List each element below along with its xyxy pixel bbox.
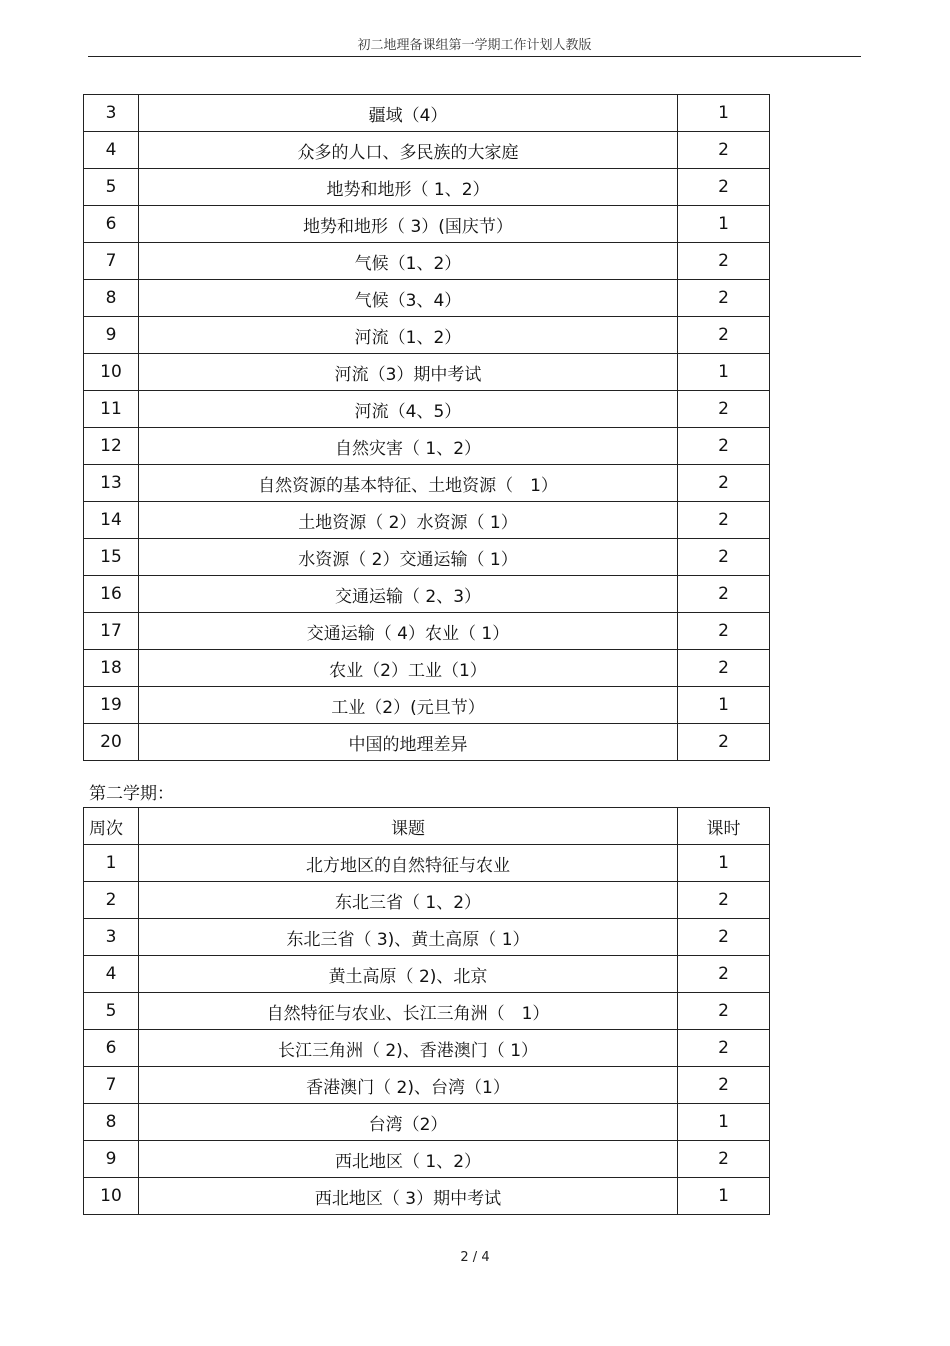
table-row [84,882,770,919]
week-cell: 3 [84,95,139,132]
week-cell: 10 [84,354,139,391]
table-row [84,1178,770,1215]
topic-cell: 河流（3）期中考试 [139,354,678,391]
table-row [84,502,770,539]
week-cell: 4 [84,956,139,993]
week-cell: 13 [84,465,139,502]
table-row [84,169,770,206]
week-cell: 7 [84,1067,139,1104]
table-row [84,243,770,280]
week-cell: 6 [84,206,139,243]
hours-cell: 2 [678,576,770,613]
table-row [84,206,770,243]
week-cell: 18 [84,650,139,687]
week-cell: 9 [84,317,139,354]
table-row [84,1030,770,1067]
topic-cell: 气候（1、2） [139,243,678,280]
topic-cell: 地势和地形（ 3）(国庆节） [139,206,678,243]
week-cell: 12 [84,428,139,465]
table-row [84,956,770,993]
header-topic: 课题 [139,808,678,845]
hours-cell: 1 [678,1104,770,1141]
week-cell: 8 [84,1104,139,1141]
week-cell: 16 [84,576,139,613]
hours-cell: 2 [678,317,770,354]
header-week: 周次 [84,808,139,845]
week-cell: 15 [84,539,139,576]
table-row [84,280,770,317]
topic-cell: 土地资源（ 2）水资源（ 1） [139,502,678,539]
hours-cell: 1 [678,845,770,882]
hours-cell: 2 [678,539,770,576]
week-cell: 3 [84,919,139,956]
header-hours: 课时 [678,808,770,845]
topic-cell: 长江三角洲（ 2)、香港澳门（ 1） [139,1030,678,1067]
table-row [84,724,770,761]
hours-cell: 2 [678,243,770,280]
topic-cell: 气候（3、4） [139,280,678,317]
topic-cell: 水资源（ 2）交通运输（ 1） [139,539,678,576]
topic-cell: 自然资源的基本特征、土地资源（ 1） [139,465,678,502]
hours-cell: 2 [678,465,770,502]
hours-cell: 1 [678,95,770,132]
topic-cell: 北方地区的自然特征与农业 [139,845,678,882]
topic-cell: 自然特征与农业、长江三角洲（ 1） [139,993,678,1030]
topic-cell: 疆域（4） [139,95,678,132]
hours-cell: 2 [678,882,770,919]
table-row [84,317,770,354]
topic-cell: 黄土高原（ 2)、北京 [139,956,678,993]
table-row [84,919,770,956]
topic-cell: 河流（1、2） [139,317,678,354]
week-cell: 2 [84,882,139,919]
topic-cell: 河流（4、5） [139,391,678,428]
hours-cell: 2 [678,169,770,206]
week-cell: 14 [84,502,139,539]
topic-cell: 东北三省（ 3)、黄土高原（ 1） [139,919,678,956]
hours-cell: 2 [678,993,770,1030]
table-row [84,465,770,502]
table-row [84,1067,770,1104]
topic-cell: 工业（2）(元旦节） [139,687,678,724]
topic-cell: 西北地区（ 1、2） [139,1141,678,1178]
page-number: 2 / 4 [460,1250,490,1265]
table-row [84,428,770,465]
week-cell: 6 [84,1030,139,1067]
table-row [84,576,770,613]
hours-cell: 2 [678,919,770,956]
week-cell: 7 [84,243,139,280]
week-cell: 4 [84,132,139,169]
hours-cell: 2 [678,1067,770,1104]
hours-cell: 2 [678,280,770,317]
table-row [84,845,770,882]
hours-cell: 1 [678,687,770,724]
topic-cell: 西北地区（ 3）期中考试 [139,1178,678,1215]
week-cell: 5 [84,169,139,206]
table-header-row [84,808,770,845]
week-cell: 17 [84,613,139,650]
table-row [84,132,770,169]
table-row [84,95,770,132]
topic-cell: 台湾（2） [139,1104,678,1141]
semester-2-label: 第二学期： [89,784,174,804]
topic-cell: 交通运输（ 4）农业（ 1） [139,613,678,650]
hours-cell: 2 [678,956,770,993]
page-header-title: 初二地理备课组第一学期工作计划人教版 [357,38,592,53]
hours-cell: 2 [678,391,770,428]
week-cell: 8 [84,280,139,317]
table-row [84,687,770,724]
week-cell: 9 [84,1141,139,1178]
hours-cell: 2 [678,1141,770,1178]
topic-cell: 中国的地理差异 [139,724,678,761]
hours-cell: 1 [678,1178,770,1215]
semester-1-schedule-table [83,94,770,761]
hours-cell: 2 [678,502,770,539]
hours-cell: 2 [678,428,770,465]
header-divider [88,56,861,57]
hours-cell: 2 [678,1030,770,1067]
hours-cell: 2 [678,613,770,650]
table-row [84,613,770,650]
topic-cell: 地势和地形（ 1、2） [139,169,678,206]
table-row [84,650,770,687]
table-row [84,539,770,576]
week-cell: 10 [84,1178,139,1215]
topic-cell: 东北三省（ 1、2） [139,882,678,919]
hours-cell: 2 [678,650,770,687]
table-row [84,391,770,428]
hours-cell: 1 [678,206,770,243]
hours-cell: 2 [678,132,770,169]
topic-cell: 众多的人口、多民族的大家庭 [139,132,678,169]
hours-cell: 2 [678,724,770,761]
week-cell: 20 [84,724,139,761]
table-row [84,1104,770,1141]
table-row [84,1141,770,1178]
topic-cell: 香港澳门（ 2)、台湾（1） [139,1067,678,1104]
week-cell: 1 [84,845,139,882]
hours-cell: 1 [678,354,770,391]
semester-2-schedule-table [83,807,770,1215]
week-cell: 5 [84,993,139,1030]
week-cell: 19 [84,687,139,724]
table-row [84,993,770,1030]
topic-cell: 自然灾害（ 1、2） [139,428,678,465]
week-cell: 11 [84,391,139,428]
topic-cell: 交通运输（ 2、3） [139,576,678,613]
topic-cell: 农业（2）工业（1） [139,650,678,687]
table-row [84,354,770,391]
